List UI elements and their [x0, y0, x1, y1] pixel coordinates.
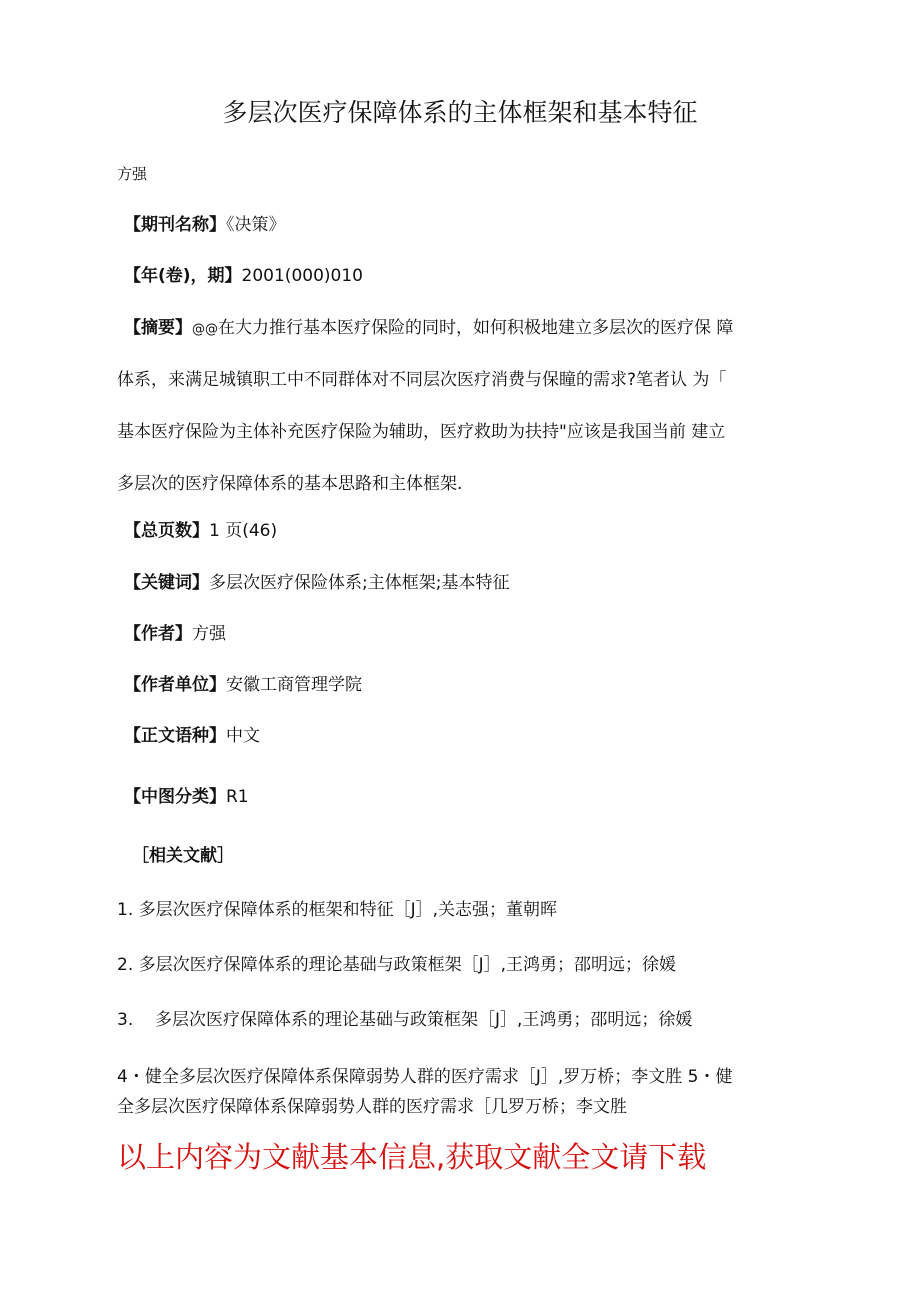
author-line: 方强	[117, 165, 148, 183]
affiliation-value: 安徽工商管理学院	[226, 675, 362, 695]
reference-item	[117, 898, 557, 922]
reference-block	[117, 1062, 807, 1122]
abstract-text-1: 在大力推行基本医疗保险的同时，如何积极地建立多层次的医疗保 障	[218, 318, 734, 338]
reference-number: 2.	[117, 955, 134, 975]
classification-field	[124, 785, 249, 809]
journal-label: 【期刊名称】	[124, 215, 226, 235]
reference-text: 多层次医疗保障体系的理论基础与政策框架［J］,王鸿勇；邵明远；徐媛	[138, 955, 677, 975]
reference-number: 1.	[117, 900, 134, 920]
reference-text: 多层次医疗保障体系的理论基础与政策框架［J］,王鸿勇；邵明远；徐媛	[155, 1010, 693, 1030]
classification-value: R1	[226, 787, 249, 807]
keywords-label: 【关键词】	[124, 573, 209, 593]
reference-item	[117, 1008, 692, 1032]
reference-line: 全多层次医疗保障体系保障弱势人群的医疗需求［几罗万桥；李文胜	[117, 1097, 627, 1117]
abstract-prefix: @@	[192, 322, 218, 337]
language-value: 中文	[226, 726, 260, 746]
language-label: 【正文语种】	[124, 726, 226, 746]
abstract-line: 基本医疗保险为主体补充医疗保险为辅助，医疗救助为扶持"应该是我国当前 建立	[117, 422, 726, 442]
reference-number: 3.	[117, 1010, 134, 1030]
reference-text: 多层次医疗保障体系的框架和特征［J］,关志强；董朝晖	[138, 900, 558, 920]
reference-item	[117, 953, 676, 977]
affiliation-field	[124, 673, 362, 697]
journal-value: 《决策》	[226, 215, 286, 235]
pages-label: 【总页数】	[124, 521, 209, 541]
affiliation-label: 【作者单位】	[124, 675, 226, 695]
abstract-line: 多层次的医疗保障体系的基本思路和主体框架.	[117, 474, 463, 494]
language-field	[124, 724, 260, 748]
abstract-label: 【摘要】	[124, 318, 192, 338]
reference-line: 4・健全多层次医疗保障体系保障弱势人群的医疗需求［J］,罗万桥；李文胜 5・健	[117, 1067, 733, 1087]
keywords-value: 多层次医疗保险体系;主体框架;基本特征	[209, 573, 510, 593]
classification-label: 【中图分类】	[124, 787, 226, 807]
author-value: 方强	[192, 624, 226, 644]
abstract-line	[117, 311, 807, 363]
keywords-field	[124, 571, 509, 595]
year-issue-value: 2001(000)010	[241, 266, 363, 286]
year-issue-field	[124, 264, 363, 288]
pages-field	[124, 519, 277, 543]
download-notice: 以上内容为文献基本信息,获取文献全文请下载	[117, 1140, 707, 1174]
abstract-field	[117, 311, 807, 519]
year-issue-label: 【年(卷)，期】	[124, 266, 242, 286]
pages-value: 1 页(46)	[209, 521, 278, 541]
journal-field	[124, 213, 286, 237]
document-title: 多层次医疗保障体系的主体框架和基本特征	[222, 98, 698, 127]
author-field	[124, 622, 226, 646]
abstract-line: 体系，来满足城镇职工中不同群体对不同层次医疗消费与保瞳的需求?笔者认 为「	[117, 370, 727, 390]
author-label: 【作者】	[124, 624, 192, 644]
references-header: ［相关文献］	[132, 846, 234, 866]
